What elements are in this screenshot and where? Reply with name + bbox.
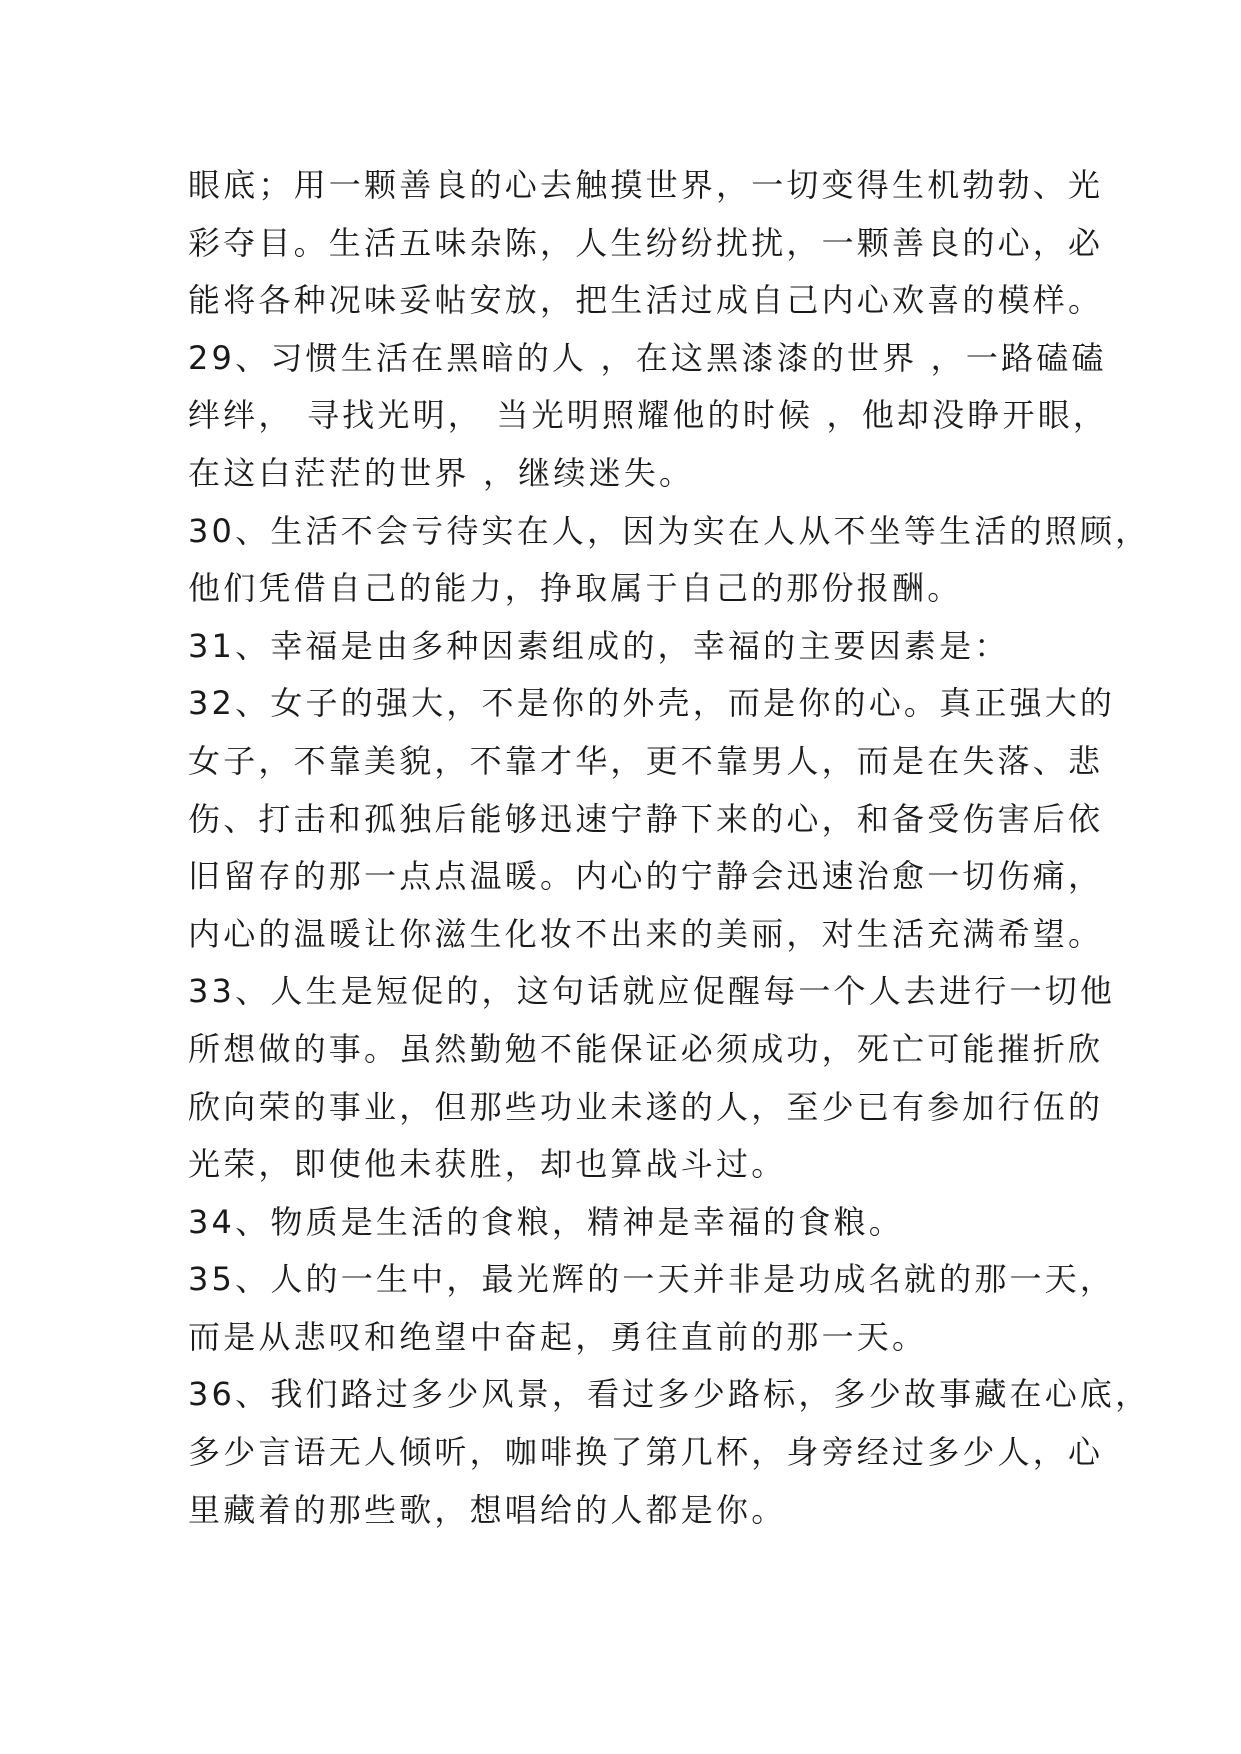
text-line: 女子，不靠美貌，不靠才华，更不靠男人，而是在失落、悲 xyxy=(188,741,1104,780)
text-line: 伤、打击和孤独后能够迅速宁静下来的心，和备受伤害后依 xyxy=(188,799,1104,838)
text-line: 34、物质是生活的食粮，精神是幸福的食粮。 xyxy=(188,1202,904,1241)
text-line: 而是从悲叹和绝望中奋起，勇往直前的那一天。 xyxy=(188,1317,928,1356)
document-body xyxy=(188,157,1151,1539)
text-line: 31、幸福是由多种因素组成的，幸福的主要因素是： xyxy=(188,626,1010,665)
text-line: 35、人的一生中，最光辉的一天并非是功成名就的那一天， xyxy=(188,1260,1116,1299)
text-line: 32、女子的强大，不是你的外壳，而是你的心。真正强大的 xyxy=(188,684,1116,723)
text-line: 里藏着的那些歌，想唱给的人都是你。 xyxy=(188,1490,787,1529)
text-line: 内心的温暖让你滋生化妆不出来的美丽，对生活充满希望。 xyxy=(188,914,1104,953)
text-line: 29、习惯生活在黑暗的人 ，在这黑漆漆的世界 ，一路磕磕 xyxy=(188,338,1107,377)
text-line: 绊绊， 寻找光明， 当光明照耀他的时候 ，他却没睁开眼， xyxy=(188,396,1109,435)
text-line: 30、生活不会亏待实在人，因为实在人从不坐等生活的照顾， xyxy=(188,511,1151,550)
text-line: 36、我们路过多少风景，看过多少路标，多少故事藏在心底， xyxy=(188,1375,1151,1414)
text-line: 旧留存的那一点点温暖。内心的宁静会迅速治愈一切伤痛， xyxy=(188,857,1104,896)
text-line: 彩夺目。生活五味杂陈，人生纷纷扰扰，一颗善良的心，必 xyxy=(188,223,1104,262)
text-line: 在这白茫茫的世界 ，继续迷失。 xyxy=(188,453,695,492)
text-line: 多少言语无人倾听，咖啡换了第几杯，身旁经过多少人，心 xyxy=(188,1433,1104,1472)
text-line: 所想做的事。虽然勤勉不能保证必须成功，死亡可能摧折欣 xyxy=(188,1029,1104,1068)
text-line: 眼底；用一颗善良的心去触摸世界，一切变得生机勃勃、光 xyxy=(188,166,1104,204)
text-line: 光荣，即使他未获胜，却也算战斗过。 xyxy=(188,1145,787,1184)
text-line: 他们凭借自己的能力，挣取属于自己的那份报酬。 xyxy=(188,569,963,608)
text-line: 33、人生是短促的，这句话就应促醒每一个人去进行一切他 xyxy=(188,972,1116,1011)
text-line: 欣向荣的事业，但那些功业未遂的人，至少已有参加行伍的 xyxy=(188,1087,1104,1126)
text-line: 能将各种况味妥帖安放，把生活过成自己内心欢喜的模样。 xyxy=(188,281,1104,320)
